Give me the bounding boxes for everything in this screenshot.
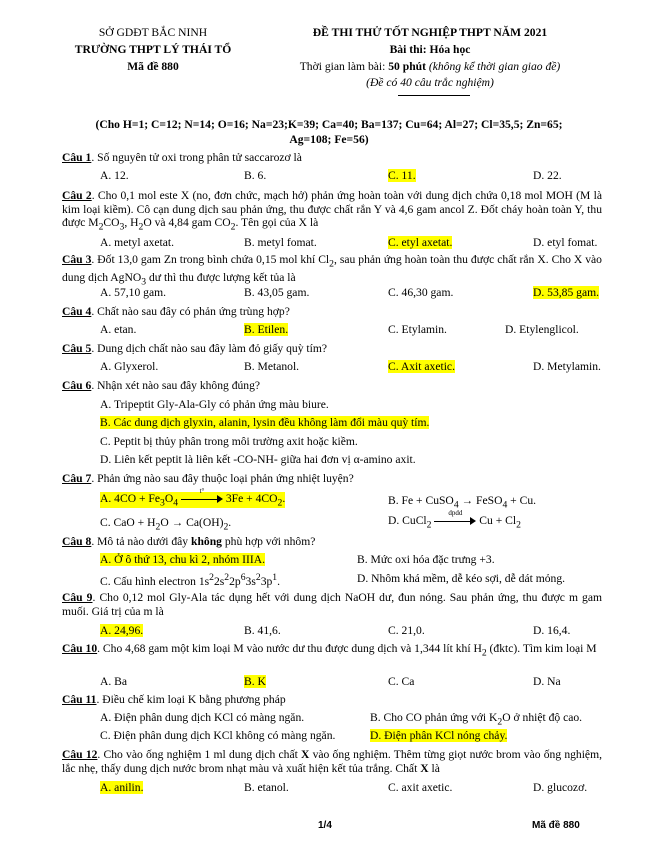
option-text: 2p (229, 574, 241, 588)
option-text: + Cu. (507, 494, 537, 507)
question-text: O và 4,84 gam CO (143, 216, 231, 230)
question-6 (62, 379, 602, 393)
question-label: Câu 5 (62, 342, 92, 355)
question-label: Câu 10 (62, 642, 98, 655)
q1-option-a[interactable]: A. 12. (100, 169, 129, 182)
question-label: Câu 12 (62, 748, 98, 761)
option-text: 3s (245, 574, 256, 588)
option-text: Cu + Cl (476, 514, 517, 527)
question-text: CO (103, 216, 120, 230)
question-text: . Nhận xét nào sau đây không đúng? (91, 379, 261, 392)
subscript: 2 (329, 258, 334, 270)
subscript: 2 (277, 497, 283, 509)
question-12 (62, 748, 602, 775)
q10-option-a[interactable]: A. Ba (100, 675, 128, 688)
question-text-emphasis: X (301, 748, 310, 761)
arrow-condition: t° (199, 487, 205, 496)
arrow-condition: dpdd (448, 509, 463, 518)
question-text: . Cho 4,68 gam một kim loại M vào nước dư thu được dung dịch và 1,344 lít khí H (97, 642, 482, 655)
q7-option-a[interactable] (100, 487, 286, 509)
q10-option-c[interactable]: C. Ca (388, 675, 415, 688)
subscript: 3 (160, 497, 165, 509)
question-text: . Đốt 13,0 gam Zn trong bình chứa 0,15 mol khí Cl (91, 253, 330, 266)
time-info (262, 60, 598, 73)
option-text: B. Fe + CuSO (388, 494, 454, 507)
subscript: 2 (230, 221, 236, 233)
q8-option-c[interactable] (100, 572, 280, 588)
department-name: SỞ GDĐT BẮC NINH (98, 26, 208, 39)
exam-title: ĐỀ THI THỬ TỐT NGHIỆP THPT NĂM 2021 (312, 26, 548, 39)
question-text: . Chất nào sau đây có phản ứng trùng hợp? (91, 305, 290, 318)
option-text: A. 4CO + Fe (100, 492, 161, 505)
footer-exam-code: Mã đề 880 (532, 820, 580, 831)
option-text: C. Cấu hình electron 1s (100, 574, 210, 588)
header-divider (398, 95, 470, 96)
question-label: Câu 9 (62, 591, 93, 604)
q3-option-c[interactable]: C. 46,30 gam. (388, 286, 454, 299)
option-text: . (277, 574, 281, 588)
question-label: Câu 2 (62, 189, 92, 202)
time-note: (không kể thời gian giao đề) (425, 60, 561, 73)
question-text: . Tên gọi của X là (235, 216, 319, 230)
question-text-emphasis: X (420, 761, 429, 775)
q2-option-c[interactable]: C. etyl axetat. (388, 236, 453, 249)
q6-option-a[interactable]: A. Tripeptit Gly-Ala-Gly có phản ứng màu biure. (100, 398, 329, 411)
q12-option-c[interactable]: C. axit axetic. (388, 781, 453, 794)
subject: Bài thi: Hóa học (389, 43, 471, 56)
subscript: 2 (155, 521, 161, 533)
q7-option-b[interactable] (388, 494, 536, 510)
subscript: 2 (426, 519, 432, 531)
question-7 (62, 472, 602, 486)
option-text: C. CaO + H (100, 516, 156, 529)
q6-option-d[interactable]: D. Liên kết peptit là liên kết -CO-NH- giữa hai đơn vị α-amino axit. (100, 453, 416, 466)
q9-option-b[interactable]: B. 41,6. (244, 624, 281, 637)
question-text: phù hợp với nhôm? (221, 535, 316, 548)
question-9 (62, 591, 602, 618)
question-label: Câu 6 (62, 379, 92, 392)
q6-option-b[interactable]: B. Các dung dịch glyxin, alanin, lysin đều không làm đổi màu quỳ tím. (100, 416, 430, 429)
q9-option-c[interactable]: C. 21,0. (388, 624, 425, 637)
q3-option-b[interactable]: B. 43,05 gam. (244, 286, 310, 299)
q1-option-c[interactable]: C. 11. (388, 169, 416, 182)
q10-option-d[interactable]: D. Na (533, 675, 561, 688)
q4-option-d[interactable]: D. Etylenglicol. (505, 323, 579, 336)
subscript: 4 (453, 499, 459, 511)
exam-code: Mã đề 880 (127, 60, 179, 73)
q3-option-a[interactable]: A. 57,10 gam. (100, 286, 167, 299)
question-label: Câu 8 (62, 535, 92, 548)
question-text: . Cho 0,12 mol Gly-Ala tác dụng hết với dung dịch NaOH dư, đun nóng. Sau phản ứng, thu được m gam muối. Giá trị của m là (62, 591, 602, 618)
q7-option-d[interactable] (388, 509, 521, 531)
question-8 (62, 535, 602, 549)
q11-option-d[interactable]: D. Điện phân KCl nóng chảy. (370, 729, 508, 742)
option-text: O (164, 492, 174, 505)
subscript: 2 (223, 521, 229, 533)
q4-option-a[interactable]: A. etan. (100, 323, 137, 336)
q5-option-c[interactable]: C. Axit axetic. (388, 360, 455, 373)
question-text: . Cho vào ống nghiệm 1 ml dung dịch chất (97, 748, 302, 761)
atomic-masses: (Cho H=1; C=12; N=14; O=16; Na=23;K=39; Ca=40; Ba=137; Cu=64; Al=27; Cl=35,5; Zn=65; (95, 118, 563, 131)
subscript: 2 (516, 519, 521, 531)
question-text: (đktc). Tìm kim loại M (486, 642, 597, 655)
reaction-arrow (434, 509, 476, 527)
q8-option-a[interactable]: A. Ở ô thứ 13, chu kì 2, nhóm IIIA. (100, 553, 266, 566)
question-10 (62, 642, 602, 660)
q2-option-a[interactable]: A. metyl axetat. (100, 236, 175, 249)
question-text: dư thì thu được lượng kết tủa là (146, 270, 296, 284)
question-text: . Phản ứng nào sau đây thuộc loại phản ứng nhiệt luyện? (91, 472, 354, 485)
question-5 (62, 342, 602, 356)
q7-option-c[interactable] (100, 516, 231, 532)
q2-option-d[interactable]: D. etyl fomat. (533, 236, 598, 249)
question-text: . Dung dịch chất nào sau đây làm đỏ giấy quỳ tím? (91, 342, 328, 355)
q4-option-c[interactable]: C. Etylamin. (388, 323, 447, 336)
question-text: là (428, 761, 440, 775)
subscript: 2 (497, 716, 503, 728)
question-text: , H (124, 216, 139, 230)
subscript: 4 (173, 497, 179, 509)
option-text: . (228, 516, 232, 529)
superscript: 2 (224, 572, 230, 583)
q4-option-b[interactable]: B. Etilen. (244, 323, 289, 336)
question-11 (62, 693, 602, 707)
q9-option-d[interactable]: D. 16,4. (533, 624, 571, 637)
question-label: Câu 3 (62, 253, 92, 266)
question-label: Câu 7 (62, 472, 92, 485)
q12-option-d[interactable]: D. glucozơ. (533, 781, 588, 794)
subscript: 2 (481, 647, 487, 659)
time-value: 50 phút (388, 60, 426, 73)
q5-option-a[interactable]: A. Glyxerol. (100, 360, 159, 373)
question-text: . Mô tả nào dưới đây (91, 535, 192, 548)
option-text: O ở nhiệt độ cao. (502, 711, 583, 724)
question-text-emphasis: không (191, 535, 222, 548)
q6-option-c[interactable]: C. Peptit bị thủy phân trong môi trường axit hoặc kiềm. (100, 435, 358, 448)
q2-option-b[interactable]: B. metyl fomat. (244, 236, 317, 249)
q8-option-b[interactable]: B. Mức oxi hóa đặc trưng +3. (357, 553, 495, 566)
option-text: → FeSO (458, 494, 503, 507)
superscript: 2 (209, 572, 214, 583)
question-1 (62, 151, 602, 165)
atomic-masses-2: Ag=108; Fe=56) (289, 133, 369, 146)
q5-option-b[interactable]: B. Metanol. (244, 360, 300, 373)
subscript: 3 (119, 221, 125, 233)
q3-option-d[interactable]: D. 53,85 gam. (533, 286, 600, 299)
superscript: 2 (255, 572, 261, 583)
q11-option-b[interactable] (370, 711, 582, 727)
question-4 (62, 305, 602, 319)
subscript: 3 (141, 276, 147, 288)
question-label: Câu 1 (62, 151, 92, 164)
q1-option-d[interactable]: D. 22. (533, 169, 562, 182)
option-text: 3Fe + 4CO (222, 492, 278, 505)
reaction-arrow (181, 487, 223, 505)
subscript: 4 (502, 499, 508, 511)
q10-option-b[interactable]: B. K (244, 675, 266, 688)
superscript: 6 (240, 572, 246, 583)
option-text: O → Ca(OH) (160, 516, 224, 529)
subscript: 2 (138, 221, 144, 233)
question-label: Câu 4 (62, 305, 92, 318)
option-text: B. Cho CO phản ứng với K (370, 711, 498, 724)
q1-option-b[interactable]: B. 6. (244, 169, 267, 182)
option-text: . (282, 492, 286, 505)
option-text: D. CuCl (388, 514, 427, 527)
question-text: . Điều chế kim loại K bằng phương pháp (96, 693, 286, 706)
q11-option-a[interactable]: A. Điện phân dung dịch KCl có màng ngăn. (100, 711, 305, 724)
page-number: 1/4 (318, 820, 332, 831)
time-label: Thời gian làm bài: (299, 60, 389, 73)
q8-option-d[interactable]: D. Nhôm khá mềm, dễ kéo sợi, dễ dát mỏng. (357, 572, 566, 585)
option-text: 2s (213, 574, 225, 588)
question-text: vào ống nghiệm. Thêm từng giọt nước brom vào ống nghiệm, lắc nhẹ, thấy dung dịch nước brom nhạt màu và xuất hiện kết tủa trắng. Chất (62, 748, 602, 775)
q11-option-c[interactable]: C. Điện phân dung dịch KCl không có màng ngăn. (100, 729, 336, 742)
question-text: , sau phản ứng hoàn toàn thu được chất rắn X. Cho X vào dung dịch AgNO (62, 253, 602, 284)
q12-option-a[interactable]: A. anilin. (100, 781, 144, 794)
school-name: TRƯỜNG THPT LÝ THÁI TỔ (74, 43, 232, 56)
superscript: 1 (272, 572, 278, 583)
question-3 (62, 253, 602, 289)
question-count: (Đề có 40 câu trắc nghiệm) (366, 76, 494, 89)
option-text: 3p (260, 574, 273, 588)
question-label: Câu 11 (62, 693, 97, 706)
q9-option-a[interactable]: A. 24,96. (100, 624, 144, 637)
question-text: . Số nguyên tử oxi trong phân tử saccarozơ là (91, 151, 302, 164)
q12-option-b[interactable]: B. etanol. (244, 781, 289, 794)
question-text: . Cho 0,1 mol este X (no, đơn chức, mạch hở) phản ứng hoàn toàn với dung dịch chứa 0,18 mol MOH (M là kim loại kiềm). Cô cạn dung dịch sau phản ứng, thu được chất rắn Y và 4,6 gam ancol Z. Đốt cháy hoàn toàn Y, thu được M (62, 189, 602, 230)
question-2 (62, 189, 602, 234)
q5-option-d[interactable]: D. Metylamin. (533, 360, 601, 373)
subscript: 2 (98, 221, 104, 233)
